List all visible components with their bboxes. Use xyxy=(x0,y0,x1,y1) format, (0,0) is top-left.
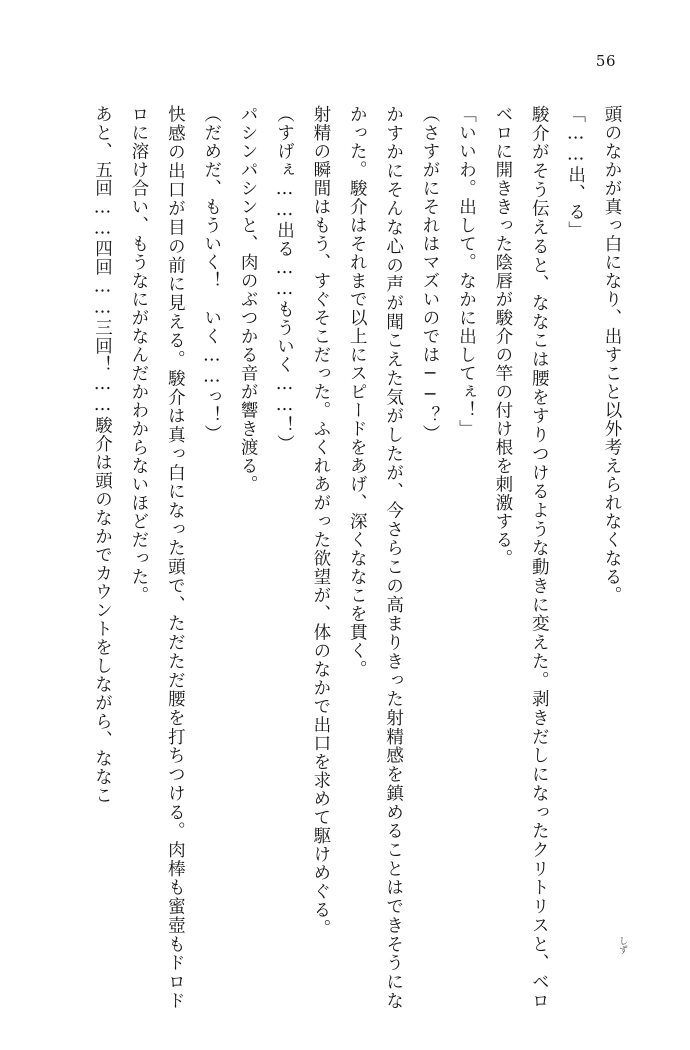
paragraph: 「……出、る」 xyxy=(565,105,586,240)
paragraph: あと、五回……四回……三回！……駿介は頭のなかでカウントをしながら、ななこ xyxy=(92,105,113,805)
page-body-text xyxy=(58,105,630,1010)
paragraph: 「いいわ。出して。なかに出してぇ！」 xyxy=(456,105,477,438)
page-number: 56 xyxy=(595,52,616,70)
paragraph: （すげぇ……出る……もういく……！） xyxy=(274,105,295,453)
paragraph: （だめだ、もういく！ いく……っ！） xyxy=(201,105,222,443)
paragraph: パシンパシンと、肉のぶつかる音が響き渡る。 xyxy=(238,105,259,494)
paragraph: かすかにそんな心の声が聞こえた気がしたが、今さらこの高まりきった射精感を鎮めることはできそうになかった。駿介はそれまで以上にスピードをあげ、深くななこを貫く。 xyxy=(347,105,404,1010)
paragraph: 駿介がそう伝えると、ななこは腰をすりつけるような動きに変えた。剥きだしになったクリトリスと、ベロベロに開ききった陰唇が駿介の竿の付け根を刺激する。 xyxy=(492,105,550,1010)
paragraph: （さすがにそれはマズいのでは──？） xyxy=(420,105,441,443)
paragraph: 射精の瞬間はもう、すぐそこだった。ふくれあがった欲望が、体のなかで出口を求めて駆けめぐる。 xyxy=(310,105,331,938)
paragraph: 快感の出口が目の前に見える。駿介は真っ白になった頭で、ただただ腰を打ちつける。肉棒も蜜壺もドロドロに溶け合い、もうなにがなんだかわからないほどだった。 xyxy=(128,105,186,1010)
ruby-annotation: しず xyxy=(617,936,627,954)
paragraph: 頭のなかが真っ白になり、出すこと以外考えられなくなる。 xyxy=(602,105,622,605)
